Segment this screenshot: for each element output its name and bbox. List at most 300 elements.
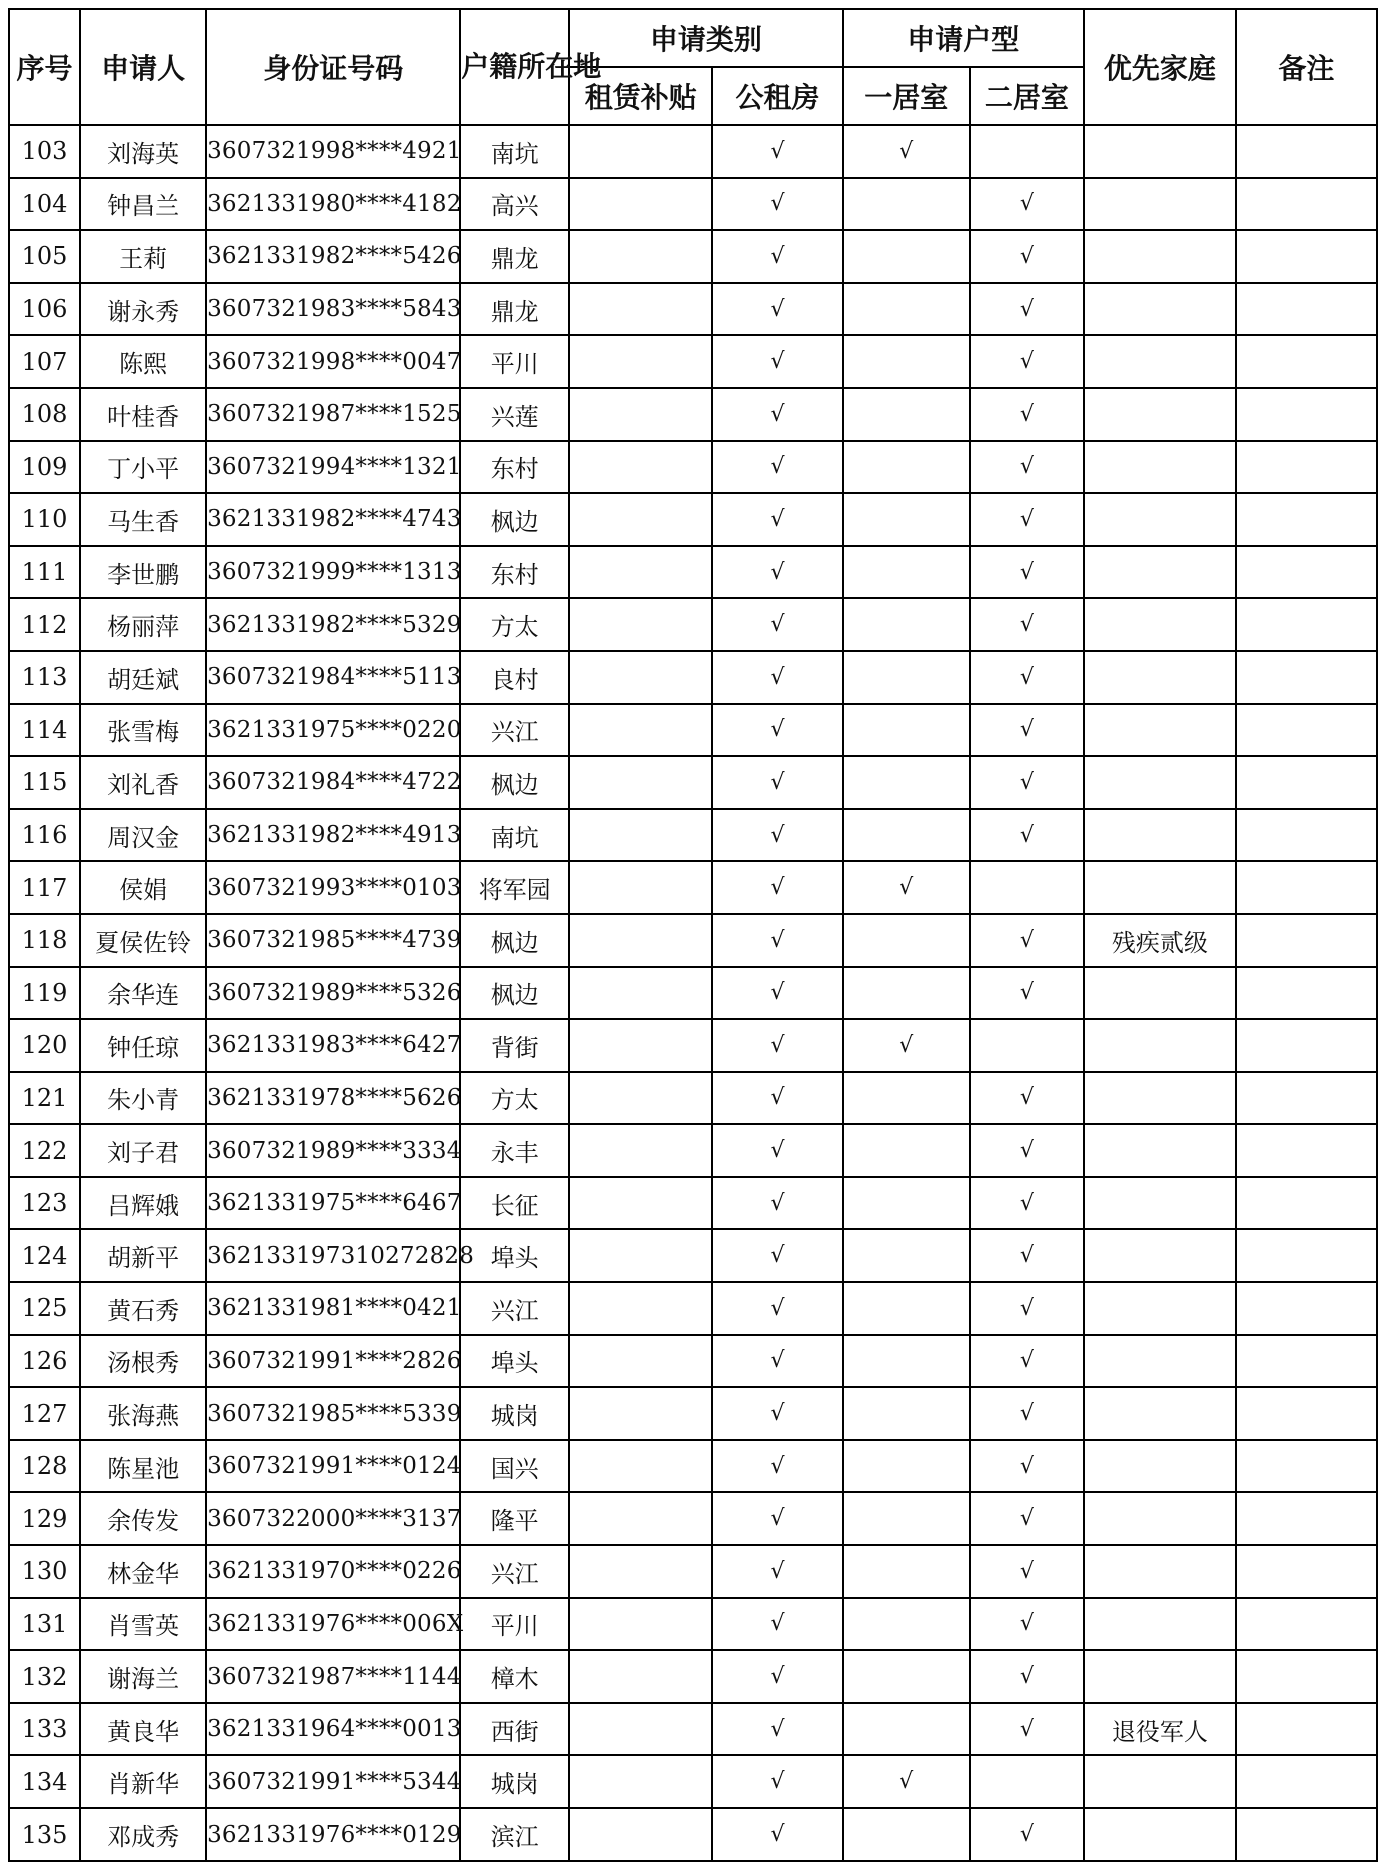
table-row bbox=[9, 704, 1377, 757]
remarks-cell bbox=[1236, 388, 1377, 441]
remarks-cell bbox=[1236, 546, 1377, 599]
table-row bbox=[9, 125, 1377, 178]
rent-subsidy-cell bbox=[569, 1019, 712, 1072]
remarks-cell bbox=[1236, 1492, 1377, 1545]
applicant-cell: 吕辉娥 bbox=[80, 1177, 206, 1230]
one-bedroom-cell bbox=[843, 914, 970, 967]
applicant-cell: 陈熙 bbox=[80, 335, 206, 388]
table-body bbox=[9, 125, 1377, 1861]
id-number-cell: 3607321998****4921 bbox=[206, 125, 460, 178]
one-bedroom-cell: √ bbox=[843, 1755, 970, 1808]
table-row bbox=[9, 546, 1377, 599]
applicant-cell: 周汉金 bbox=[80, 809, 206, 862]
header-applicant: 申请人 bbox=[80, 9, 206, 125]
priority-family-cell bbox=[1084, 178, 1236, 231]
rent-subsidy-cell bbox=[569, 1703, 712, 1756]
id-number-cell: 3607321984****4722 bbox=[206, 756, 460, 809]
seq-cell: 129 bbox=[9, 1492, 80, 1545]
id-number-cell: 3621331975****6467 bbox=[206, 1177, 460, 1230]
priority-family-cell bbox=[1084, 388, 1236, 441]
residence-cell: 兴江 bbox=[460, 704, 569, 757]
rent-subsidy-cell bbox=[569, 809, 712, 862]
one-bedroom-cell bbox=[843, 1703, 970, 1756]
id-number-cell: 3607321989****3334 bbox=[206, 1124, 460, 1177]
one-bedroom-cell bbox=[843, 1282, 970, 1335]
remarks-cell bbox=[1236, 283, 1377, 336]
one-bedroom-cell: √ bbox=[843, 1019, 970, 1072]
applicant-cell: 张雪梅 bbox=[80, 704, 206, 757]
rent-subsidy-cell bbox=[569, 861, 712, 914]
seq-cell: 126 bbox=[9, 1335, 80, 1388]
id-number-cell: 362133197310272828 bbox=[206, 1229, 460, 1282]
applicant-cell: 余华连 bbox=[80, 967, 206, 1020]
applicant-cell: 李世鹏 bbox=[80, 546, 206, 599]
priority-family-cell bbox=[1084, 1229, 1236, 1282]
applicant-cell: 马生香 bbox=[80, 493, 206, 546]
applicant-cell: 余传发 bbox=[80, 1492, 206, 1545]
remarks-cell bbox=[1236, 1808, 1377, 1861]
one-bedroom-cell bbox=[843, 1229, 970, 1282]
table-row bbox=[9, 914, 1377, 967]
applicant-cell: 丁小平 bbox=[80, 441, 206, 494]
seq-cell: 111 bbox=[9, 546, 80, 599]
rent-subsidy-cell bbox=[569, 598, 712, 651]
residence-cell: 滨江 bbox=[460, 1808, 569, 1861]
two-bedroom-cell: √ bbox=[970, 1545, 1084, 1598]
applicant-cell: 刘礼香 bbox=[80, 756, 206, 809]
one-bedroom-cell bbox=[843, 1808, 970, 1861]
public-rental-cell: √ bbox=[712, 441, 842, 494]
remarks-cell bbox=[1236, 335, 1377, 388]
applicant-cell: 侯娟 bbox=[80, 861, 206, 914]
rent-subsidy-cell bbox=[569, 1650, 712, 1703]
seq-cell: 103 bbox=[9, 125, 80, 178]
id-number-cell: 3621331980****4182 bbox=[206, 178, 460, 231]
table-row bbox=[9, 1282, 1377, 1335]
seq-cell: 128 bbox=[9, 1440, 80, 1493]
one-bedroom-cell bbox=[843, 598, 970, 651]
seq-cell: 114 bbox=[9, 704, 80, 757]
priority-family-cell bbox=[1084, 967, 1236, 1020]
one-bedroom-cell bbox=[843, 1545, 970, 1598]
residence-cell: 长征 bbox=[460, 1177, 569, 1230]
one-bedroom-cell bbox=[843, 704, 970, 757]
priority-family-cell bbox=[1084, 1335, 1236, 1388]
residence-cell: 平川 bbox=[460, 1598, 569, 1651]
table-row bbox=[9, 1387, 1377, 1440]
table-row bbox=[9, 1335, 1377, 1388]
table-row bbox=[9, 651, 1377, 704]
seq-cell: 124 bbox=[9, 1229, 80, 1282]
two-bedroom-cell: √ bbox=[970, 230, 1084, 283]
header-id-number: 身份证号码 bbox=[206, 9, 460, 125]
header-apply-unit-type: 申请户型 bbox=[843, 9, 1084, 67]
seq-cell: 121 bbox=[9, 1072, 80, 1125]
two-bedroom-cell: √ bbox=[970, 335, 1084, 388]
table-row bbox=[9, 1072, 1377, 1125]
rent-subsidy-cell bbox=[569, 651, 712, 704]
two-bedroom-cell: √ bbox=[970, 1072, 1084, 1125]
public-rental-cell: √ bbox=[712, 1650, 842, 1703]
rent-subsidy-cell bbox=[569, 1124, 712, 1177]
public-rental-cell: √ bbox=[712, 493, 842, 546]
residence-cell: 埠头 bbox=[460, 1229, 569, 1282]
remarks-cell bbox=[1236, 967, 1377, 1020]
residence-cell: 枫边 bbox=[460, 756, 569, 809]
priority-family-cell bbox=[1084, 125, 1236, 178]
remarks-cell bbox=[1236, 861, 1377, 914]
rent-subsidy-cell bbox=[569, 1545, 712, 1598]
residence-cell: 鼎龙 bbox=[460, 283, 569, 336]
two-bedroom-cell: √ bbox=[970, 809, 1084, 862]
remarks-cell bbox=[1236, 756, 1377, 809]
residence-cell: 平川 bbox=[460, 335, 569, 388]
two-bedroom-cell: √ bbox=[970, 651, 1084, 704]
public-rental-cell: √ bbox=[712, 967, 842, 1020]
applicant-cell: 刘子君 bbox=[80, 1124, 206, 1177]
public-rental-cell: √ bbox=[712, 1124, 842, 1177]
seq-cell: 120 bbox=[9, 1019, 80, 1072]
seq-cell: 116 bbox=[9, 809, 80, 862]
remarks-cell bbox=[1236, 1229, 1377, 1282]
priority-family-cell bbox=[1084, 756, 1236, 809]
priority-family-cell bbox=[1084, 1177, 1236, 1230]
header-public-rental: 公租房 bbox=[712, 67, 842, 125]
id-number-cell: 3607321985****5339 bbox=[206, 1387, 460, 1440]
applicant-cell: 黄良华 bbox=[80, 1703, 206, 1756]
id-number-cell: 3607321991****2826 bbox=[206, 1335, 460, 1388]
residence-cell: 高兴 bbox=[460, 178, 569, 231]
public-rental-cell: √ bbox=[712, 1598, 842, 1651]
one-bedroom-cell bbox=[843, 756, 970, 809]
remarks-cell bbox=[1236, 1124, 1377, 1177]
applicant-cell: 陈星池 bbox=[80, 1440, 206, 1493]
header-seq: 序号 bbox=[9, 9, 80, 125]
table-row bbox=[9, 861, 1377, 914]
public-rental-cell: √ bbox=[712, 125, 842, 178]
one-bedroom-cell bbox=[843, 1440, 970, 1493]
priority-family-cell bbox=[1084, 441, 1236, 494]
table-row bbox=[9, 1755, 1377, 1808]
public-rental-cell: √ bbox=[712, 704, 842, 757]
rent-subsidy-cell bbox=[569, 546, 712, 599]
table-row bbox=[9, 756, 1377, 809]
rent-subsidy-cell bbox=[569, 1598, 712, 1651]
priority-family-cell bbox=[1084, 1755, 1236, 1808]
public-rental-cell: √ bbox=[712, 1492, 842, 1545]
seq-cell: 135 bbox=[9, 1808, 80, 1861]
residence-cell: 西街 bbox=[460, 1703, 569, 1756]
header-residence: 户籍所在地 bbox=[460, 9, 569, 125]
two-bedroom-cell: √ bbox=[970, 388, 1084, 441]
id-number-cell: 3621331964****0013 bbox=[206, 1703, 460, 1756]
seq-cell: 118 bbox=[9, 914, 80, 967]
priority-family-cell bbox=[1084, 1072, 1236, 1125]
header-rent-subsidy: 租赁补贴 bbox=[569, 67, 712, 125]
two-bedroom-cell: √ bbox=[970, 967, 1084, 1020]
seq-cell: 134 bbox=[9, 1755, 80, 1808]
id-number-cell: 3607321987****1144 bbox=[206, 1650, 460, 1703]
applicant-cell: 钟昌兰 bbox=[80, 178, 206, 231]
applicant-cell: 林金华 bbox=[80, 1545, 206, 1598]
table-row bbox=[9, 178, 1377, 231]
two-bedroom-cell: √ bbox=[970, 756, 1084, 809]
id-number-cell: 3621331975****0220 bbox=[206, 704, 460, 757]
rent-subsidy-cell bbox=[569, 756, 712, 809]
id-number-cell: 3621331976****0129 bbox=[206, 1808, 460, 1861]
remarks-cell bbox=[1236, 230, 1377, 283]
public-rental-cell: √ bbox=[712, 598, 842, 651]
one-bedroom-cell bbox=[843, 230, 970, 283]
two-bedroom-cell: √ bbox=[970, 441, 1084, 494]
table-row bbox=[9, 1545, 1377, 1598]
remarks-cell bbox=[1236, 1545, 1377, 1598]
priority-family-cell bbox=[1084, 598, 1236, 651]
rent-subsidy-cell bbox=[569, 493, 712, 546]
two-bedroom-cell: √ bbox=[970, 1808, 1084, 1861]
residence-cell: 兴江 bbox=[460, 1282, 569, 1335]
seq-cell: 117 bbox=[9, 861, 80, 914]
public-rental-cell: √ bbox=[712, 283, 842, 336]
table-row bbox=[9, 1598, 1377, 1651]
remarks-cell bbox=[1236, 1703, 1377, 1756]
public-rental-cell: √ bbox=[712, 756, 842, 809]
id-number-cell: 3607321999****1313 bbox=[206, 546, 460, 599]
seq-cell: 123 bbox=[9, 1177, 80, 1230]
id-number-cell: 3621331982****5426 bbox=[206, 230, 460, 283]
one-bedroom-cell bbox=[843, 1124, 970, 1177]
table-row bbox=[9, 598, 1377, 651]
seq-cell: 106 bbox=[9, 283, 80, 336]
residence-cell: 良村 bbox=[460, 651, 569, 704]
id-number-cell: 3621331982****4743 bbox=[206, 493, 460, 546]
id-number-cell: 3621331982****4913 bbox=[206, 809, 460, 862]
header-priority-family: 优先家庭 bbox=[1084, 9, 1236, 125]
residence-cell: 永丰 bbox=[460, 1124, 569, 1177]
table-row bbox=[9, 809, 1377, 862]
two-bedroom-cell bbox=[970, 125, 1084, 178]
public-rental-cell: √ bbox=[712, 1440, 842, 1493]
seq-cell: 131 bbox=[9, 1598, 80, 1651]
id-number-cell: 3621331978****5626 bbox=[206, 1072, 460, 1125]
seq-cell: 133 bbox=[9, 1703, 80, 1756]
rent-subsidy-cell bbox=[569, 441, 712, 494]
header-remarks: 备注 bbox=[1236, 9, 1377, 125]
table-row bbox=[9, 1703, 1377, 1756]
seq-cell: 108 bbox=[9, 388, 80, 441]
id-number-cell: 3607321984****5113 bbox=[206, 651, 460, 704]
table-row bbox=[9, 1019, 1377, 1072]
two-bedroom-cell: √ bbox=[970, 1387, 1084, 1440]
priority-family-cell: 退役军人 bbox=[1084, 1703, 1236, 1756]
rent-subsidy-cell bbox=[569, 1282, 712, 1335]
id-number-cell: 3607321991****5344 bbox=[206, 1755, 460, 1808]
two-bedroom-cell bbox=[970, 1755, 1084, 1808]
public-rental-cell: √ bbox=[712, 230, 842, 283]
rent-subsidy-cell bbox=[569, 1755, 712, 1808]
table-row bbox=[9, 441, 1377, 494]
priority-family-cell bbox=[1084, 335, 1236, 388]
applicant-cell: 谢海兰 bbox=[80, 1650, 206, 1703]
rent-subsidy-cell bbox=[569, 1072, 712, 1125]
table-row bbox=[9, 230, 1377, 283]
one-bedroom-cell bbox=[843, 335, 970, 388]
public-rental-cell: √ bbox=[712, 1335, 842, 1388]
table-row bbox=[9, 1440, 1377, 1493]
priority-family-cell bbox=[1084, 1545, 1236, 1598]
id-number-cell: 3621331981****0421 bbox=[206, 1282, 460, 1335]
one-bedroom-cell bbox=[843, 1598, 970, 1651]
rent-subsidy-cell bbox=[569, 1808, 712, 1861]
two-bedroom-cell: √ bbox=[970, 1335, 1084, 1388]
one-bedroom-cell: √ bbox=[843, 125, 970, 178]
priority-family-cell bbox=[1084, 704, 1236, 757]
residence-cell: 将军园 bbox=[460, 861, 569, 914]
priority-family-cell bbox=[1084, 1440, 1236, 1493]
rent-subsidy-cell bbox=[569, 178, 712, 231]
residence-cell: 城岗 bbox=[460, 1755, 569, 1808]
table-row bbox=[9, 1492, 1377, 1545]
two-bedroom-cell: √ bbox=[970, 598, 1084, 651]
one-bedroom-cell bbox=[843, 1335, 970, 1388]
residence-cell: 兴江 bbox=[460, 1545, 569, 1598]
residence-cell: 南坑 bbox=[460, 809, 569, 862]
applicant-cell: 张海燕 bbox=[80, 1387, 206, 1440]
two-bedroom-cell: √ bbox=[970, 1440, 1084, 1493]
public-rental-cell: √ bbox=[712, 1177, 842, 1230]
applicant-cell: 谢永秀 bbox=[80, 283, 206, 336]
id-number-cell: 3607321985****4739 bbox=[206, 914, 460, 967]
two-bedroom-cell: √ bbox=[970, 1598, 1084, 1651]
remarks-cell bbox=[1236, 809, 1377, 862]
seq-cell: 132 bbox=[9, 1650, 80, 1703]
priority-family-cell bbox=[1084, 651, 1236, 704]
seq-cell: 107 bbox=[9, 335, 80, 388]
remarks-cell bbox=[1236, 1177, 1377, 1230]
residence-cell: 东村 bbox=[460, 441, 569, 494]
rent-subsidy-cell bbox=[569, 283, 712, 336]
one-bedroom-cell bbox=[843, 1387, 970, 1440]
residence-cell: 枫边 bbox=[460, 493, 569, 546]
id-number-cell: 3607322000****3137 bbox=[206, 1492, 460, 1545]
priority-family-cell bbox=[1084, 1387, 1236, 1440]
two-bedroom-cell: √ bbox=[970, 914, 1084, 967]
id-number-cell: 3621331982****5329 bbox=[206, 598, 460, 651]
priority-family-cell bbox=[1084, 1124, 1236, 1177]
id-number-cell: 3607321987****1525 bbox=[206, 388, 460, 441]
id-number-cell: 3621331983****6427 bbox=[206, 1019, 460, 1072]
public-rental-cell: √ bbox=[712, 809, 842, 862]
id-number-cell: 3607321989****5326 bbox=[206, 967, 460, 1020]
two-bedroom-cell: √ bbox=[970, 1650, 1084, 1703]
priority-family-cell bbox=[1084, 1492, 1236, 1545]
remarks-cell bbox=[1236, 598, 1377, 651]
residence-cell: 国兴 bbox=[460, 1440, 569, 1493]
remarks-cell bbox=[1236, 1072, 1377, 1125]
priority-family-cell bbox=[1084, 493, 1236, 546]
public-rental-cell: √ bbox=[712, 1387, 842, 1440]
remarks-cell bbox=[1236, 1387, 1377, 1440]
residence-cell: 南坑 bbox=[460, 125, 569, 178]
priority-family-cell bbox=[1084, 1598, 1236, 1651]
applicant-cell: 肖雪英 bbox=[80, 1598, 206, 1651]
priority-family-cell bbox=[1084, 283, 1236, 336]
remarks-cell bbox=[1236, 125, 1377, 178]
residence-cell: 枫边 bbox=[460, 967, 569, 1020]
header-one-bedroom: 一居室 bbox=[843, 67, 970, 125]
rent-subsidy-cell bbox=[569, 1177, 712, 1230]
public-rental-cell: √ bbox=[712, 1019, 842, 1072]
id-number-cell: 3607321991****0124 bbox=[206, 1440, 460, 1493]
residence-cell: 鼎龙 bbox=[460, 230, 569, 283]
public-rental-cell: √ bbox=[712, 178, 842, 231]
one-bedroom-cell bbox=[843, 441, 970, 494]
priority-family-cell bbox=[1084, 1808, 1236, 1861]
remarks-cell bbox=[1236, 441, 1377, 494]
one-bedroom-cell bbox=[843, 283, 970, 336]
rent-subsidy-cell bbox=[569, 388, 712, 441]
id-number-cell: 3607321994****1321 bbox=[206, 441, 460, 494]
one-bedroom-cell bbox=[843, 388, 970, 441]
applicant-cell: 胡廷斌 bbox=[80, 651, 206, 704]
two-bedroom-cell: √ bbox=[970, 493, 1084, 546]
table-row bbox=[9, 1808, 1377, 1861]
applicant-cell: 刘海英 bbox=[80, 125, 206, 178]
one-bedroom-cell bbox=[843, 493, 970, 546]
public-rental-cell: √ bbox=[712, 1545, 842, 1598]
public-rental-cell: √ bbox=[712, 914, 842, 967]
seq-cell: 119 bbox=[9, 967, 80, 1020]
residence-cell: 方太 bbox=[460, 1072, 569, 1125]
applicant-cell: 胡新平 bbox=[80, 1229, 206, 1282]
id-number-cell: 3607321998****0047 bbox=[206, 335, 460, 388]
two-bedroom-cell: √ bbox=[970, 178, 1084, 231]
remarks-cell bbox=[1236, 914, 1377, 967]
id-number-cell: 3607321983****5843 bbox=[206, 283, 460, 336]
public-rental-cell: √ bbox=[712, 651, 842, 704]
table-row bbox=[9, 335, 1377, 388]
applicant-cell: 朱小青 bbox=[80, 1072, 206, 1125]
public-rental-cell: √ bbox=[712, 388, 842, 441]
seq-cell: 113 bbox=[9, 651, 80, 704]
priority-family-cell bbox=[1084, 546, 1236, 599]
two-bedroom-cell: √ bbox=[970, 1229, 1084, 1282]
public-rental-cell: √ bbox=[712, 1229, 842, 1282]
table-row bbox=[9, 1177, 1377, 1230]
remarks-cell bbox=[1236, 1598, 1377, 1651]
one-bedroom-cell bbox=[843, 1072, 970, 1125]
two-bedroom-cell bbox=[970, 1019, 1084, 1072]
one-bedroom-cell bbox=[843, 1492, 970, 1545]
seq-cell: 127 bbox=[9, 1387, 80, 1440]
rent-subsidy-cell bbox=[569, 1229, 712, 1282]
residence-cell: 方太 bbox=[460, 598, 569, 651]
one-bedroom-cell bbox=[843, 1177, 970, 1230]
two-bedroom-cell: √ bbox=[970, 704, 1084, 757]
two-bedroom-cell: √ bbox=[970, 546, 1084, 599]
applicant-cell: 王莉 bbox=[80, 230, 206, 283]
id-number-cell: 3621331970****0226 bbox=[206, 1545, 460, 1598]
remarks-cell bbox=[1236, 1282, 1377, 1335]
remarks-cell bbox=[1236, 1440, 1377, 1493]
two-bedroom-cell: √ bbox=[970, 1282, 1084, 1335]
seq-cell: 115 bbox=[9, 756, 80, 809]
applicant-cell: 肖新华 bbox=[80, 1755, 206, 1808]
remarks-cell bbox=[1236, 1019, 1377, 1072]
residence-cell: 东村 bbox=[460, 546, 569, 599]
rent-subsidy-cell bbox=[569, 967, 712, 1020]
rent-subsidy-cell bbox=[569, 230, 712, 283]
